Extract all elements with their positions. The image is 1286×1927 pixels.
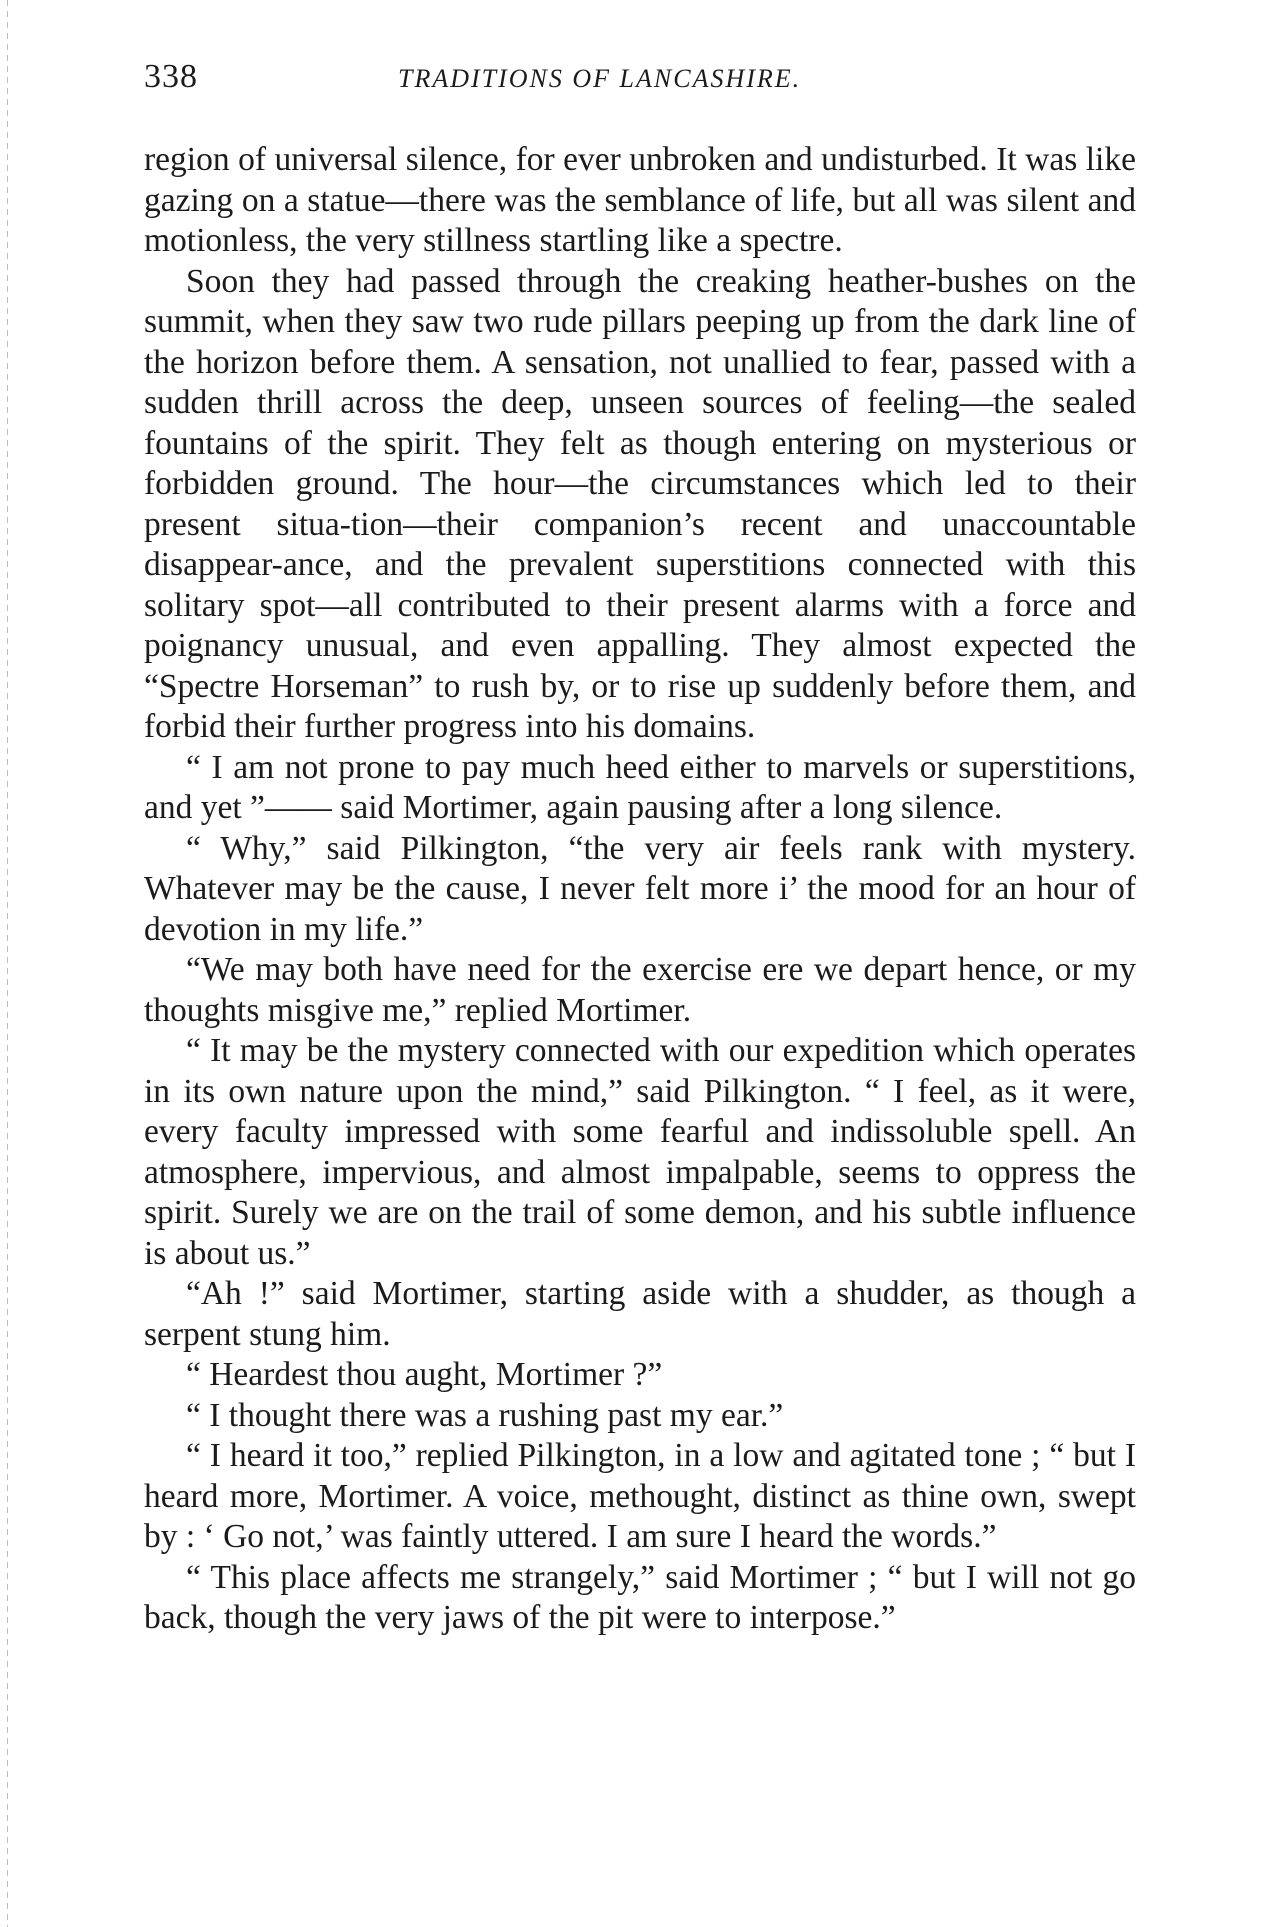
paragraph: “Ah !” said Mortimer, starting aside with a shudder, as though a serpent stung him.	[144, 1275, 1136, 1353]
paragraph: “ This place affects me strangely,” said Mortimer ; “ but I will not go back, though the very jaws of the pit were to interpose.”	[144, 1558, 1136, 1636]
page-number: 338	[144, 58, 198, 95]
paragraph: region of universal silence, for ever unbroken and undisturbed. It was like gazing on a statue—there was the semblance of life, but all was silent and motionless, the very stillness startling like a spectre.	[144, 141, 1136, 259]
page-edge-line	[7, 0, 8, 1927]
paragraph: “ Heardest thou aught, Mortimer ?”	[186, 1356, 663, 1393]
body-text	[144, 140, 1136, 1639]
paragraph: “ I thought there was a rushing past my ear.”	[186, 1396, 784, 1434]
paragraph: “We may both have need for the exercise ere we depart hence, or my thoughts misgive me,” replied Mortimer.	[144, 951, 1136, 1029]
paragraph: “ I am not prone to pay much heed either to marvels or superstitions, and yet ”—— said Mortimer, again pausing after a long silence.	[144, 748, 1136, 826]
paragraph: Soon they had passed through the creaking heather-bushes on the summit, when they saw two rude pillars peeping up from the dark line of the horizon before them. A sensation, not unallied to fear, passed with a sudden thrill across the deep, unseen sources of feeling—the sealed fountains of the spirit. They felt as though entering on mysterious or forbidden ground. The hour—the circumstances which led to their present situa-tion—their companion’s recent and unaccountable disappear-ance, and the prevalent superstitions connected with this solitary spot—all contributed to their present alarms with a force and poignancy unusual, and even appalling. They almost expected the “Spectre Horseman” to rush by, or to rise up suddenly before them, and forbid their further progress into his domains.	[144, 262, 1136, 745]
paragraph: “ It may be the mystery connected with our expedition which operates in its own nature upon the mind,” said Pilkington. “ I feel, as it were, every faculty impressed with some fearful and indissoluble spell. An atmosphere, impervious, and almost impalpable, seems to oppress the spirit. Surely we are on the trail of some demon, and his subtle influence is about us.”	[144, 1032, 1136, 1272]
paragraph: “ Why,” said Pilkington, “the very air feels rank with mystery. Whatever may be the cause, I never felt more i’ the mood for an hour of devotion in my life.”	[144, 829, 1136, 948]
page-header	[144, 58, 1136, 108]
running-title: TRADITIONS OF LANCASHIRE.	[398, 64, 802, 93]
paragraph: “ I heard it too,” replied Pilkington, in a low and agitated tone ; “ but I heard more, Mortimer. A voice, methought, distinct as thine own, swept by : ‘ Go not,’ was faintly uttered. I am sure I heard the words.”	[144, 1437, 1136, 1555]
